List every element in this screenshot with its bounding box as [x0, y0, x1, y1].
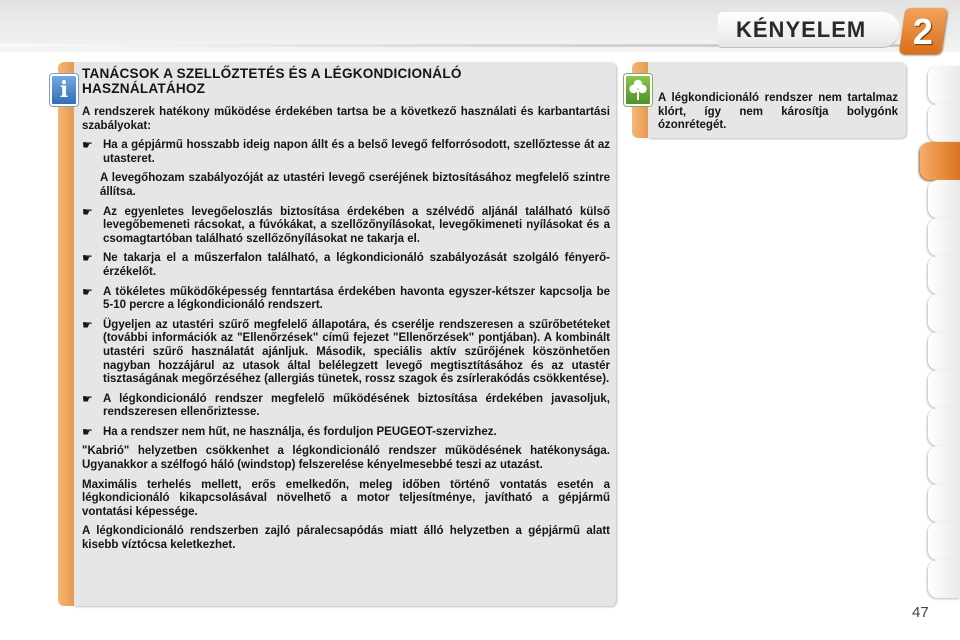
- tip-item: [82, 252, 610, 279]
- tip-text: Ne takarja el a műszerfalon található, a légkondicionáló szabályozását szolgáló fényerő-érzékelőt.: [103, 252, 610, 278]
- tip-text: A légkondicionáló rendszer megfelelő működésének biztosítása érdekében javasoljuk, rendszeresen ellenőriztesse.: [103, 392, 610, 419]
- chapter-tab-9[interactable]: [928, 370, 960, 408]
- tips-title-line-2: HASZNÁLATÁHOZ: [82, 81, 206, 96]
- tip-item: [82, 393, 610, 420]
- condensation-paragraph: A légkondicionáló rendszerben zajló páralecsapódás miatt álló helyzetben a gépjármű alatt kisebb víztócsa keletkezhet.: [82, 525, 610, 552]
- hand-pointer-icon: ☛: [82, 284, 93, 299]
- tip-text: Ügyeljen az utastéri szűrő megfelelő állapotára, és cserélje rendszeresen a szűrőbetéteket (további információk az "Ellenőrzések" című fejezet "Ellenőrzések" pontjában). A kombinált utastéri szűrő használatát ajánljuk. Második, speciális aktív szűrőjének köszönhetően nagyban hozzájárul az utasok által belélegzett levegő megtisztításához és az utastér tisztaságának megőrzéséhez (allergiás tünetek, rossz szagok és zsírlerakódás csökkentése).: [103, 318, 610, 386]
- chapter-tab-active[interactable]: [920, 142, 960, 180]
- tips-content: [82, 66, 610, 559]
- tips-title-line-1: TANÁCSOK A SZELLŐZTETÉS ÉS A LÉGKONDICIONÁLÓ: [82, 66, 462, 81]
- chapter-tab-4[interactable]: [928, 180, 960, 218]
- tip-item: [82, 139, 610, 166]
- eco-text: A légkondicionáló rendszer nem tartalmaz klórt, így nem károsítja bolygónk ózonrétegét.: [658, 92, 898, 132]
- tip-text: A tökéletes működőképesség fenntartása érdekében havonta egyszer-kétszer kapcsolja be 5-10 percre a légkondicionáló rendszert.: [103, 285, 610, 312]
- hand-pointer-icon: ☛: [82, 138, 93, 153]
- hand-pointer-icon: ☛: [82, 251, 93, 266]
- chapter-tab-10[interactable]: [928, 408, 960, 446]
- chapter-number-badge: [899, 8, 947, 54]
- page-number: 47: [912, 604, 929, 621]
- tips-box-accent-bar: [58, 62, 74, 606]
- tip-item: [82, 206, 610, 247]
- chapter-tab-14[interactable]: [928, 560, 960, 598]
- load-paragraph: Maximális terhelés mellett, erős emelkedőn, meleg időben történő vontatás esetén a légkondicionáló kikapcsolásával növelhető a motor teljesítménye, javítható a gépjármű vontatási képessége.: [82, 478, 610, 518]
- hand-pointer-icon: ☛: [82, 391, 93, 406]
- chapter-tab-1[interactable]: [928, 66, 960, 104]
- tip-text: Ha a gépjármű hosszabb ideig napon állt és a belső levegő felforrósodott, szellőztesse át az utasteret.: [103, 139, 610, 165]
- tips-box: [58, 62, 616, 606]
- tip-text: Ha a rendszer nem hűt, ne használja, és forduljon PEUGEOT-szervizhez.: [103, 425, 497, 438]
- chapter-tab-11[interactable]: [928, 446, 960, 484]
- tip-item: [82, 286, 610, 313]
- clover-icon: [624, 74, 652, 106]
- tip-item: [82, 426, 610, 440]
- chapter-tab-12[interactable]: [928, 484, 960, 522]
- chapter-tab-13[interactable]: [928, 522, 960, 560]
- chapter-tab-6[interactable]: [928, 256, 960, 294]
- info-icon: i: [50, 74, 78, 106]
- tips-title: [82, 66, 610, 96]
- hand-pointer-icon: ☛: [82, 424, 93, 439]
- kabrio-paragraph: "Kabrió" helyzetben csökkenhet a légkondicionáló rendszer működésének hatékonysága. Ugyanakkor a szélfogó háló (windstop) felszerelése kényelmesebbé teszi az utazást.: [82, 445, 610, 472]
- hand-pointer-icon: ☛: [82, 317, 93, 332]
- hand-pointer-icon: ☛: [82, 204, 93, 219]
- chapter-tab-2[interactable]: [928, 104, 960, 142]
- chapter-title: KÉNYELEM: [736, 17, 867, 42]
- tip-text: Az egyenletes levegőeloszlás biztosítása érdekében a szélvédő aljánál található külső levegőbemeneti rácsokat, a fúvókákat, a szellőzőnyílásokat, levegőkimeneti nyílásokat és a csomagtartóban található szellőzőnyílásokat ne takarja el.: [103, 205, 610, 245]
- tip-item: [82, 319, 610, 387]
- chapter-number: 2: [912, 11, 933, 52]
- chapter-tab-8[interactable]: [928, 332, 960, 370]
- chapter-tab-7[interactable]: [928, 294, 960, 332]
- chapter-tab-5[interactable]: [928, 218, 960, 256]
- tip-subtext: A levegőhozam szabályozóját az utastéri levegő cseréjének biztosításához megfelelő szintre állítsa.: [100, 172, 610, 198]
- tips-intro: A rendszerek hatékony működése érdekében tartsa be a következő használati és karbantartási szabályokat:: [82, 106, 610, 132]
